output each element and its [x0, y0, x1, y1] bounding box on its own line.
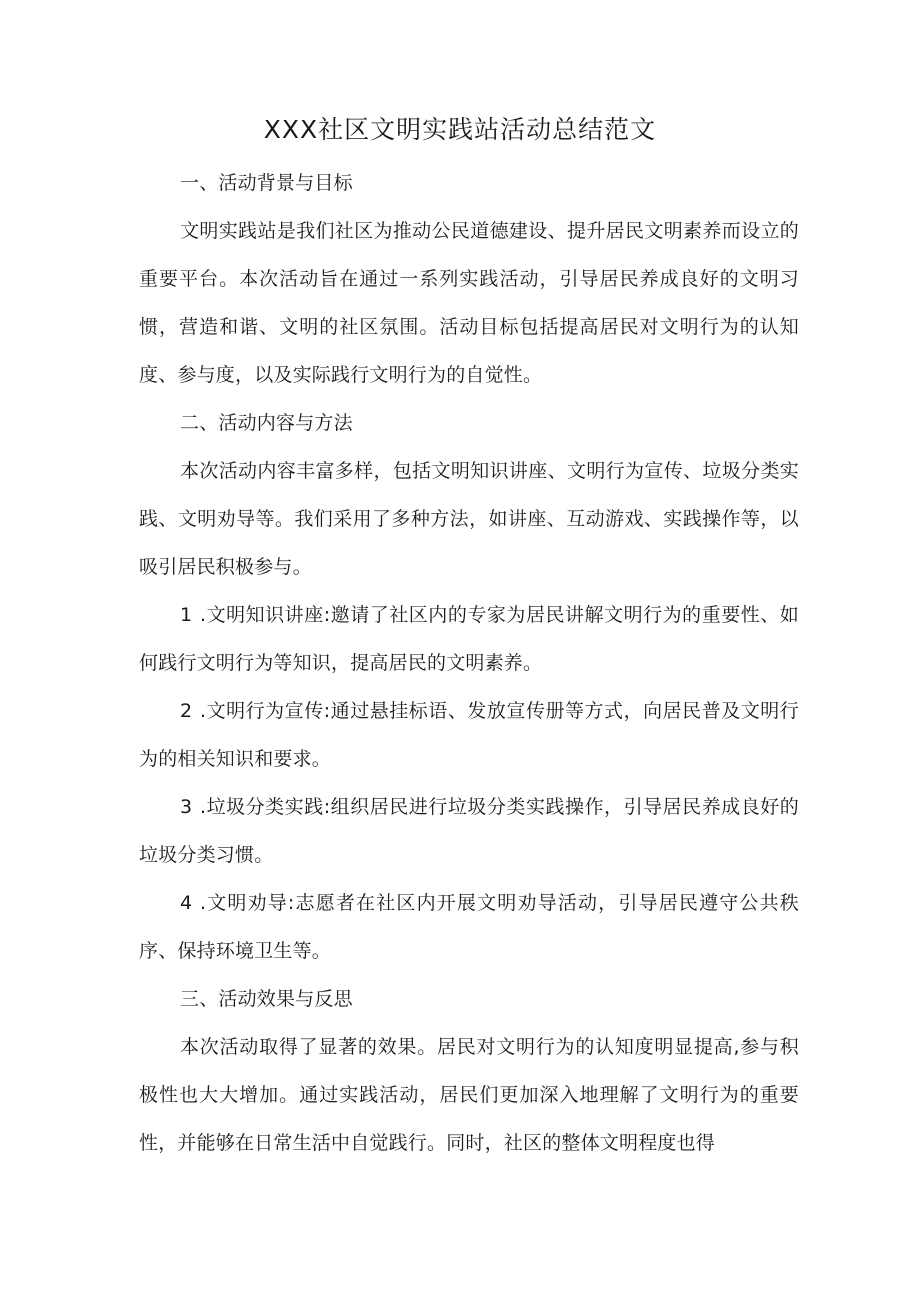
list-item — [139, 879, 799, 975]
list-item-text: .垃圾分类实践:组织居民进行垃圾分类实践操作，引导居民养成良好的垃圾分类习惯。 — [139, 796, 799, 866]
section-paragraph-background: 文明实践站是我们社区为推动公民道德建设、提升居民文明素养而设立的重要平台。本次活动旨在通过一系列实践活动，引导居民养成良好的文明习惯，营造和谐、文明的社区氛围。活动目标包括提高居民对文明行为的认知度、参与度，以及实际践行文明行为的自觉性。 — [139, 220, 799, 386]
document-body — [139, 159, 799, 1167]
list-item-number: 4 — [180, 892, 193, 914]
section-heading-background: 一、活动背景与目标 — [180, 172, 353, 194]
list-item — [139, 687, 799, 783]
section-heading-results: 三、活动效果与反思 — [180, 988, 353, 1010]
section-heading-content: 二、活动内容与方法 — [180, 412, 353, 434]
section-paragraph-content: 本次活动内容丰富多样，包括文明知识讲座、文明行为宣传、垃圾分类实践、文明劝导等。我们采用了多种方法，如讲座、互动游戏、实践操作等，以吸引居民积极参与。 — [139, 460, 799, 578]
document-title: XXX社区文明实践站活动总结范文 — [263, 115, 657, 144]
list-item-number: 1 — [180, 604, 193, 626]
list-item — [139, 783, 799, 879]
list-item-text: .文明行为宣传:通过悬挂标语、发放宣传册等方式，向居民普及文明行为的相关知识和要求。 — [139, 700, 799, 770]
section-paragraph-results: 本次活动取得了显著的效果。居民对文明行为的认知度明显提高,参与积极性也大大增加。通过实践活动，居民们更加深入地理解了文明行为的重要性，并能够在日常生活中自觉践行。同时，社区的整体文明程度也得 — [139, 1036, 799, 1154]
list-item-number: 2 — [180, 700, 193, 722]
list-item-text: .文明劝导:志愿者在社区内开展文明劝导活动，引导居民遵守公共秩序、保持环境卫生等。 — [139, 892, 799, 962]
list-item-number: 3 — [180, 796, 193, 818]
list-item-text: .文明知识讲座:邀请了社区内的专家为居民讲解文明行为的重要性、如何践行文明行为等知识，提高居民的文明素养。 — [139, 604, 799, 674]
list-item — [139, 591, 799, 687]
